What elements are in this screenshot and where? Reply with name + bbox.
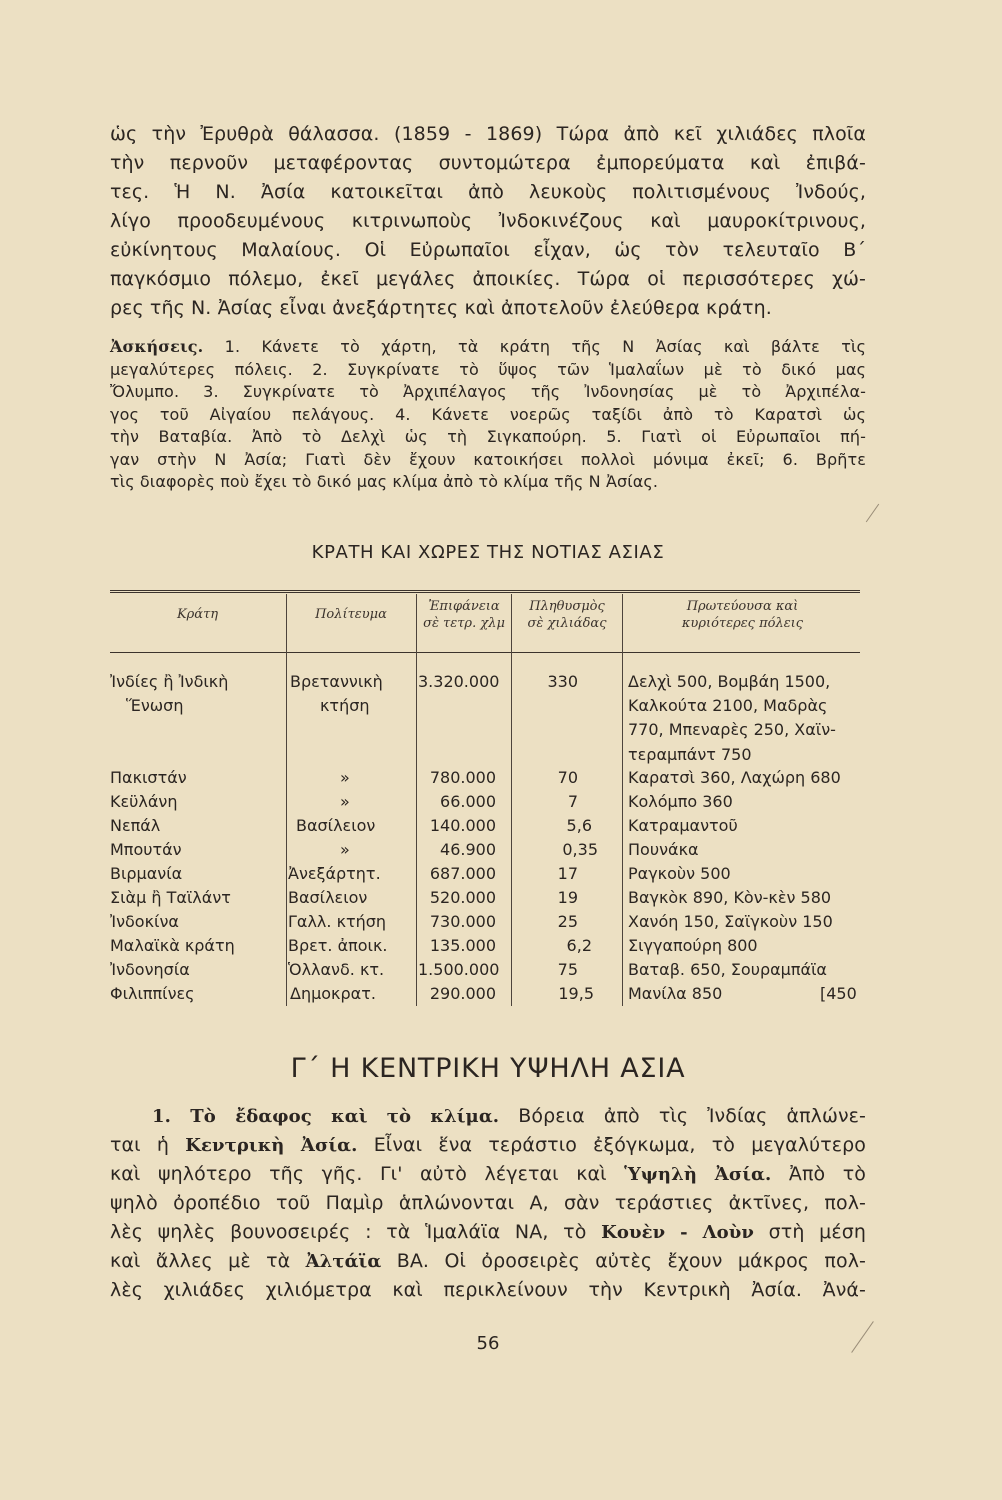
intro-paragraph bbox=[110, 120, 866, 323]
text-line bbox=[110, 1189, 866, 1218]
header-capital-line1: Πρωτεύουσα καὶ bbox=[686, 599, 799, 614]
header-population-line2: σὲ χιλιάδας bbox=[527, 616, 607, 631]
text-line: λίγο προοδευμένους κιτρινωποὺς Ἰνδοκινέζους καὶ μαυροκίτρινους, bbox=[110, 210, 866, 232]
text-line bbox=[110, 336, 866, 359]
state-cell: Φιλιππίνες bbox=[110, 984, 195, 1003]
header-area-line2: σὲ τετρ. χλμ bbox=[423, 616, 505, 631]
capital-cell: Βαγκὸκ 890, Κὸν-κὲν 580 bbox=[628, 888, 832, 907]
text-run: Κουὲν - Λοὺν bbox=[601, 1222, 754, 1243]
text-run: καὶ ψηλότερο τῆς γῆς. Γι' αὐτὸ λέγεται καὶ bbox=[110, 1163, 625, 1185]
text-line bbox=[110, 1131, 866, 1160]
header-population-line1: Πληθυσμὸς bbox=[529, 599, 605, 614]
regime-cell bbox=[290, 670, 383, 718]
area-cell: 290.000 bbox=[429, 984, 496, 1003]
area-cell: 780.000 bbox=[429, 768, 496, 787]
text-line: γος τοῦ Αἰγαίου πελάγους. 4. Κάνετε νοερῶς ταξίδι ἀπὸ τὸ Καρατσὶ ὡς bbox=[110, 404, 866, 424]
regime-cell: Ἀνεξάρτητ. bbox=[288, 864, 381, 883]
area-cell: 140.000 bbox=[429, 816, 496, 835]
population-cell: 75 bbox=[557, 960, 578, 979]
text-line: τὶς διαφορὲς ποὺ ἔχει τὸ δικό μας κλίμα ἀπὸ τὸ κλίμα τῆς Ν Ἀσίας. bbox=[110, 472, 659, 491]
text-line: τὴν περνοῦν μεταφέροντας συντομώτερα ἐμπορεύματα καὶ ἐπιβά- bbox=[110, 152, 866, 174]
capital-cell: Χανόη 150, Σαϊγκοὺν 150 bbox=[628, 912, 833, 931]
state-cell: Ἰνδονησία bbox=[110, 960, 190, 979]
table-top-rule-double bbox=[110, 592, 860, 593]
regime-cell: Βρετ. ἀποικ. bbox=[288, 936, 388, 955]
population-cell: 330 bbox=[547, 672, 578, 691]
capital-cell: Μανίλα 850 bbox=[628, 984, 723, 1003]
column-divider bbox=[286, 594, 287, 1006]
area-cell: 66.000 bbox=[440, 792, 496, 811]
text-line bbox=[110, 1218, 866, 1247]
text-run: ψηλὸ ὀροπέδιο τοῦ Παμὶρ ἁπλώνονται Α, σὰν τεράστιες ἀκτῖνες, πολ- bbox=[110, 1192, 866, 1214]
text-run: στὴ μέση bbox=[753, 1221, 866, 1243]
population-cell: 19,5 bbox=[558, 984, 594, 1003]
area-cell: 3.320.000 bbox=[418, 672, 500, 691]
text-line: μεγαλύτερες πόλεις. 2. Συγκρίνατε τὸ ὕψος τῶν Ἱμαλαΐων μὲ τὸ δικό μας bbox=[110, 359, 866, 379]
text-run: Βόρεια ἀπὸ τὶς Ἰνδίας ἁπλώνε- bbox=[499, 1105, 867, 1127]
text-run: καὶ ἄλλες μὲ τὰ bbox=[110, 1250, 306, 1272]
state-cell: Ἰνδοκίνα bbox=[110, 912, 179, 931]
text-line bbox=[110, 1247, 866, 1276]
header-capital bbox=[625, 598, 860, 632]
table-title: ΚΡΑΤΗ ΚΑΙ ΧΩΡΕΣ ΤΗΣ ΝΟΤΙΑΣ ΑΣΙΑΣ bbox=[311, 542, 665, 563]
state-name: Ἕνωση bbox=[126, 696, 184, 716]
header-area-line1: Ἐπιφάνεια bbox=[428, 599, 500, 614]
state-cell: Βιρμανία bbox=[110, 864, 183, 883]
header-capital-line2: κυριότερες πόλεις bbox=[681, 616, 804, 631]
regime-cell: » bbox=[340, 768, 350, 787]
capital-cell-continuation: [450 bbox=[820, 984, 857, 1003]
regime-cell: » bbox=[340, 792, 350, 811]
population-cell: 7 bbox=[567, 792, 578, 811]
state-cell: Κεϋλάνη bbox=[110, 792, 178, 811]
regime-value: Βρεταννικὴ bbox=[290, 672, 383, 691]
table-header-rule bbox=[110, 652, 860, 653]
population-cell: 0,35 bbox=[562, 840, 598, 859]
state-cell: Πακιστάν bbox=[110, 768, 187, 787]
population-cell: 70 bbox=[557, 768, 578, 787]
state-cell: Μπουτάν bbox=[110, 840, 182, 859]
header-population bbox=[512, 598, 622, 632]
city-line: Καλκούτα 2100, Μαδρὰς bbox=[628, 696, 828, 716]
area-cell: 730.000 bbox=[429, 912, 496, 931]
section-heading: Γ΄ Η ΚΕΝΤΡΙΚΗ ΥΨΗΛΗ ΑΣΙΑ bbox=[290, 1053, 686, 1084]
state-cell: Νεπάλ bbox=[110, 816, 161, 835]
text-run: Εἶναι ἕνα τεράστιο ἐξόγκωμα, τὸ μεγαλύτερο bbox=[357, 1134, 866, 1156]
regime-cell: Βασίλειον bbox=[296, 816, 376, 835]
text-line: παγκόσμιο πόλεμο, ἐκεῖ μεγάλες ἀποικίες. Τώρα οἱ περισσότερες χώ- bbox=[110, 268, 866, 290]
state-cell bbox=[110, 670, 228, 718]
column-divider bbox=[622, 594, 623, 1006]
header-area bbox=[418, 598, 510, 632]
page-number: 56 bbox=[476, 1333, 500, 1354]
regime-cell: Ὁλλανδ. κτ. bbox=[288, 960, 385, 979]
capital-cell: Κολόμπο 360 bbox=[628, 792, 733, 811]
capital-cell: Κατραμαντοῦ bbox=[628, 816, 738, 835]
state-name: Ἰνδίες ἢ Ἰνδικὴ bbox=[110, 672, 229, 691]
exercises-paragraph bbox=[110, 336, 866, 494]
pencil-mark bbox=[866, 504, 879, 523]
population-cell: 19 bbox=[557, 888, 578, 907]
text-run: λὲς ψηλὲς βουνοσειρές : τὰ Ἱμαλάϊα ΝΑ, τὸ bbox=[110, 1221, 602, 1243]
text-run: Ἀπὸ τὸ bbox=[771, 1163, 866, 1185]
capital-cell: Σιγγαπούρη 800 bbox=[628, 936, 758, 955]
capital-cell: Ραγκοὺν 500 bbox=[628, 864, 731, 883]
regime-cell: Βασίλειον bbox=[288, 888, 368, 907]
capital-cell: Καρατσὶ 360, Λαχώρη 680 bbox=[628, 768, 841, 787]
state-cell: Μαλαϊκὰ κράτη bbox=[110, 936, 235, 955]
text-line bbox=[110, 1102, 866, 1131]
text-line: τὴν Βαταβία. Ἀπὸ τὸ Δελχὶ ὡς τὴ Σιγκαπούρη. 5. Γιατὶ οἱ Εὐρωπαῖοι πή- bbox=[110, 427, 866, 446]
regime-value: κτήση bbox=[320, 696, 370, 716]
text-line: τες. Ἡ Ν. Ἀσία κατοικεῖται ἀπὸ λευκοὺς πολιτισμένους Ἰνδούς, bbox=[110, 181, 866, 203]
regime-cell: » bbox=[340, 840, 350, 859]
text-line: ὡς τὴν Ἐρυθρὰ θάλασσα. (1859 - 1869) Τώρα ἀπὸ κεῖ χιλιάδες πλοῖα bbox=[110, 123, 866, 145]
population-cell: 25 bbox=[557, 912, 578, 931]
section-paragraph bbox=[110, 1102, 866, 1305]
area-cell: 520.000 bbox=[429, 888, 496, 907]
area-cell: 1.500.000 bbox=[418, 960, 500, 979]
city-line: Δελχὶ 500, Βομβάη 1500, bbox=[628, 672, 831, 691]
exercises-heading: Ἀσκήσεις. bbox=[110, 337, 204, 356]
capital-cell: Βαταβ. 650, Σουραμπάϊα bbox=[628, 960, 827, 979]
text-line bbox=[110, 1276, 866, 1305]
area-cell: 135.000 bbox=[429, 936, 496, 955]
capital-cell bbox=[628, 670, 836, 767]
regime-cell: Γαλλ. κτήση bbox=[288, 912, 387, 931]
table-top-rule bbox=[110, 590, 860, 591]
text-line bbox=[110, 1160, 866, 1189]
text-run: Ἀλτάϊα bbox=[305, 1251, 382, 1272]
state-cell: Σιὰμ ἢ Ταϊλάντ bbox=[110, 888, 231, 907]
capital-cell: Πουνάκα bbox=[628, 840, 699, 859]
text-line: ρες τῆς Ν. Ἀσίας εἶναι ἀνεξάρτητες καὶ ἀποτελοῦν ἐλεύθερα κράτη. bbox=[110, 297, 772, 319]
text-run: 1. Τὸ ἔδαφος καὶ τὸ κλίμα. bbox=[152, 1106, 500, 1127]
regime-cell: Δημοκρατ. bbox=[290, 984, 376, 1003]
text-run: Κεντρικὴ Ἀσία. bbox=[185, 1135, 358, 1156]
text-line: γαν στὴν Ν Ἀσία; Γιατὶ δὲν ἔχουν κατοικήσει πολλοὶ μόνιμα ἐκεῖ; 6. Βρῆτε bbox=[110, 449, 866, 469]
population-cell: 5,6 bbox=[566, 816, 592, 835]
population-cell: 6,2 bbox=[566, 936, 592, 955]
text-run: λὲς χιλιάδες χιλιόμετρα καὶ περικλείνουν τὴν Κεντρικὴ Ἀσία. Ἀνά- bbox=[110, 1279, 866, 1301]
text-run: ται ἡ bbox=[110, 1134, 186, 1156]
header-state: Κράτη bbox=[176, 607, 219, 622]
text-run: 1. Κάνετε τὸ χάρτη, τὰ κράτη τῆς Ν Ἀσίας καὶ βάλτε τὶς bbox=[224, 337, 866, 356]
area-cell: 46.900 bbox=[440, 840, 496, 859]
city-line: τεραμπάντ 750 bbox=[628, 744, 752, 764]
text-run: ΒΑ. Οἱ ὀροσειρὲς αὐτὲς ἔχουν μάκρος πολ- bbox=[381, 1250, 866, 1272]
city-line: 770, Μπεναρὲς 250, Χαϊν- bbox=[628, 720, 836, 740]
text-line: Ὄλυμπο. 3. Συγκρίνατε τὸ Ἀρχιπέλαγος τῆς Ἰνδονησίας μὲ τὸ Ἀρχιπέλα- bbox=[110, 382, 866, 401]
area-cell: 687.000 bbox=[429, 864, 496, 883]
text-line: εὐκίνητους Μαλαίους. Οἱ Εὐρωπαῖοι εἶχαν, ὡς τὸν τελευταῖο Β΄ bbox=[110, 239, 866, 261]
column-divider bbox=[416, 594, 417, 1006]
text-run: Ὑψηλὴ Ἀσία. bbox=[624, 1164, 772, 1185]
header-regime: Πολίτευμα bbox=[315, 607, 387, 622]
population-cell: 17 bbox=[557, 864, 578, 883]
